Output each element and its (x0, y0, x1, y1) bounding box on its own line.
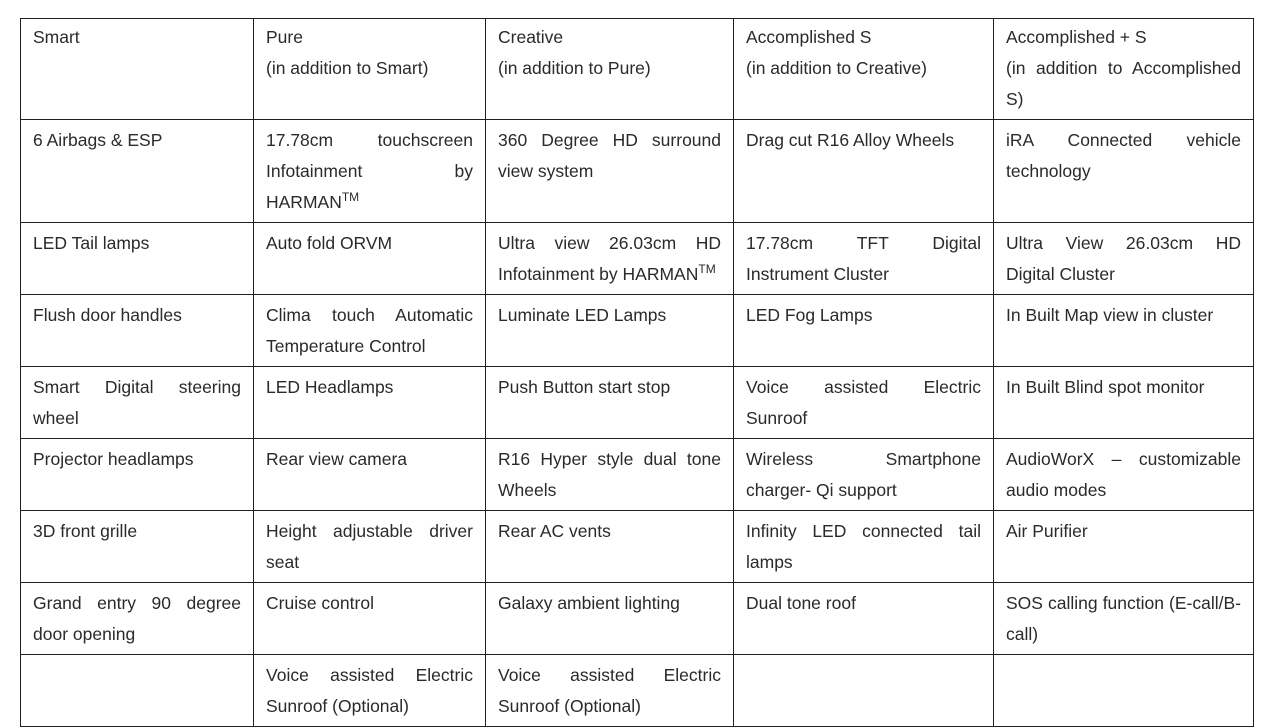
table-cell: R16 Hyper style dual tone Wheels (486, 439, 734, 511)
subheader-accomplished-s: (in addition to Creative) (734, 53, 994, 120)
subheader-pure: (in addition to Smart) (254, 53, 486, 120)
trademark-superscript: TM (341, 190, 360, 205)
table-cell: LED Tail lamps (21, 223, 254, 295)
table-row (21, 223, 1254, 295)
table-cell: 17.78cm TFT Digital Instrument Cluster (734, 223, 994, 295)
table-cell: Wireless Smartphone charger- Qi support (734, 439, 994, 511)
cell-text: 17.78cm touchscreen Infotainment by HARMAN (266, 130, 473, 212)
table-cell: LED Headlamps (254, 367, 486, 439)
table-cell (254, 120, 486, 223)
subheader-row (21, 53, 1254, 120)
table-cell: iRA Connected vehicle technology (994, 120, 1254, 223)
table-cell: Grand entry 90 degree door opening (21, 583, 254, 655)
table-row (21, 367, 1254, 439)
table-cell: In Built Blind spot monitor (994, 367, 1254, 439)
table-cell: Infinity LED connected tail lamps (734, 511, 994, 583)
table-row (21, 120, 1254, 223)
table-row (21, 295, 1254, 367)
table-cell: Galaxy ambient lighting (486, 583, 734, 655)
table-cell: Smart Digital steering wheel (21, 367, 254, 439)
table-cell: Air Purifier (994, 511, 1254, 583)
header-accomplished-s: Accomplished S (734, 19, 994, 54)
table-cell: Rear AC vents (486, 511, 734, 583)
table-cell: Voice assisted Electric Sunroof (734, 367, 994, 439)
table-cell: Push Button start stop (486, 367, 734, 439)
header-accomplished-plus-s: Accomplished + S (994, 19, 1254, 54)
table-cell: 360 Degree HD surround view system (486, 120, 734, 223)
table-cell: LED Fog Lamps (734, 295, 994, 367)
header-row (21, 19, 1254, 54)
table-cell: 6 Airbags & ESP (21, 120, 254, 223)
table-cell: Voice assisted Electric Sunroof (Optional) (486, 655, 734, 727)
table-cell: Height adjustable driver seat (254, 511, 486, 583)
trademark-superscript: TM (698, 262, 716, 277)
table-cell: Flush door handles (21, 295, 254, 367)
table-cell: 3D front grille (21, 511, 254, 583)
header-creative: Creative (486, 19, 734, 54)
table-row (21, 511, 1254, 583)
subheader-accomplished-plus-s: (in addition to Accomplished S) (994, 53, 1254, 120)
table-cell: Cruise control (254, 583, 486, 655)
table-row (21, 655, 1254, 727)
header-smart: Smart (21, 19, 254, 54)
table-cell: Dual tone roof (734, 583, 994, 655)
subheader-smart (21, 53, 254, 120)
table-cell: In Built Map view in cluster (994, 295, 1254, 367)
header-pure: Pure (254, 19, 486, 54)
subheader-creative: (in addition to Pure) (486, 53, 734, 120)
table-cell: Drag cut R16 Alloy Wheels (734, 120, 994, 223)
table-cell (734, 655, 994, 727)
table-cell: Ultra View 26.03cm HD Digital Cluster (994, 223, 1254, 295)
table-row (21, 583, 1254, 655)
table-row (21, 439, 1254, 511)
table-cell: Luminate LED Lamps (486, 295, 734, 367)
table-cell (994, 655, 1254, 727)
table-cell: Rear view camera (254, 439, 486, 511)
table-cell (486, 223, 734, 295)
table-cell: Auto fold ORVM (254, 223, 486, 295)
table-cell: AudioWorX – customizable audio modes (994, 439, 1254, 511)
table-cell: SOS calling function (E-call/B-call) (994, 583, 1254, 655)
table-cell: Voice assisted Electric Sunroof (Optional) (254, 655, 486, 727)
table-cell: Clima touch Automatic Temperature Control (254, 295, 486, 367)
cell-text: Ultra view 26.03cm HD Infotainment by HARMAN (498, 233, 721, 284)
table-cell: Projector headlamps (21, 439, 254, 511)
variant-features-table (20, 18, 1254, 727)
table-cell (21, 655, 254, 727)
